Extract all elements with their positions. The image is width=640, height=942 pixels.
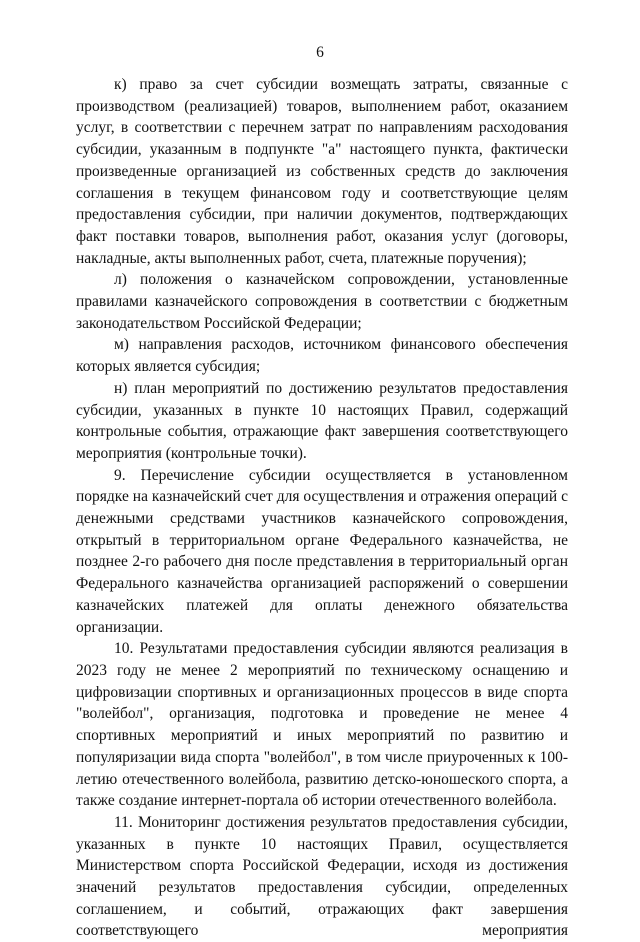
paragraph-item-n: н) план мероприятий по достижению результатов предоставления субсидии, указанных в пункте 10 настоящих Правил, содержащий контрольные события, отражающие факт завершения соответствующего мероприятия (контрольные точки).	[76, 379, 568, 462]
paragraph-item-m: м) направления расходов, источником финансового обеспечения которых является субсидия;	[76, 336, 568, 376]
paragraph-clause-11: 11. Мониторинг достижения результатов предоставления субсидии, указанных в пункте 10 настоящих Правил, осуществляется Министерством спорта Российской Федерации, исходя из достижения значений результатов предоставления субсидии, определенных соглашением, и событий, отражающих факт завершения соответствующего мероприятия	[76, 813, 568, 940]
paragraph-item-l: л) положения о казначейском сопровождении, установленные правилами казначейского сопровождения в соответствии с бюджетным законодательством Российской Федерации;	[76, 271, 568, 332]
document-body	[76, 74, 568, 942]
paragraph-clause-10: 10. Результатами предоставления субсидии являются реализация в 2023 году не менее 2 мероприятий по техническому оснащению и цифровизации спортивных и организационных процессов в виде спорта "волейбол", организация, подготовка и проведение не менее 4 спортивных мероприятий и иных мероприятий по развитию и популяризации вида спорта "волейбол", в том числе приуроченных к 100-летию отечественного волейбола, развитию детско-юношеского спорта, а также создание интернет-портала об истории отечественного волейбола.	[76, 640, 568, 810]
paragraph-item-k: к) право за счет субсидии возмещать затраты, связанные с производством (реализацией) товаров, выполнением работ, оказанием услуг, в соответствии с перечнем затрат по направлениям расходования субсидии, указанным в подпункте "а" настоящего пункта, фактически произведенные организацией из собственных средств до заключения соглашения в текущем финансовом году и соответствующие целям предоставления субсидии, при наличии документов, подтверждающих факт поставки товаров, выполнения работ, оказания услуг (договоры, накладные, акты выполненных работ, счета, платежные поручения);	[76, 76, 568, 267]
paragraph-clause-9: 9. Перечисление субсидии осуществляется в установленном порядке на казначейский счет для осуществления и отражения операций с денежными средствами участников казначейского сопровождения, открытый в территориальном органе Федерального казначейства, не позднее 2-го рабочего дня после представления в территориальный орган Федерального казначейства организацией распоряжений о совершении казначейских платежей для оплаты денежного обязательства организации.	[76, 466, 568, 636]
page-number: 6	[316, 44, 324, 61]
